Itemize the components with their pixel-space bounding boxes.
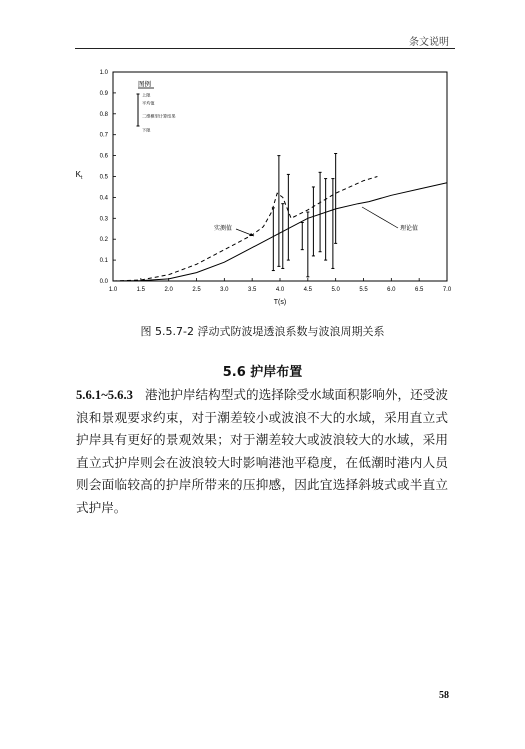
running-header: 条文说明 [409,37,449,48]
annotation-theoretical-leader [362,207,398,228]
legend-entry: 二维模型计算结果 [142,113,176,119]
y-axis-label-subscript: t [80,175,83,181]
transmission-chart [0,60,525,310]
x-tick-label: 3.5 [247,287,257,293]
clause-number: 5.6.1~5.6.3 [76,388,133,402]
y-tick-label: 0.2 [99,237,108,244]
y-tick-label: 0.0 [99,279,108,285]
y-tick-label: 0.3 [99,216,108,223]
x-tick-label: 7.0 [442,287,452,293]
measured-series-line [113,177,377,282]
clause-text: 港池护岸结构型式的选择除受水域面积影响外，还受波浪和景观要求约束，对于潮差较小或波浪不大的水域，采用直立式护岸具有更好的景观效果；对于潮差较大或波浪较大的水域，采用直立式护岸则会在波浪较大时影响港池平稳度，在低潮时港内人员则会面临较高的护岸所带来的压抑感，因此宜选择斜坡式或半直立式护岸。 [76,387,448,515]
y-tick-label: 0.1 [99,258,108,265]
plot-frame [113,72,447,281]
annotation-measured: 实测值 [214,226,233,232]
y-tick-label: 0.6 [99,153,108,160]
y-tick-label: 0.7 [99,132,108,139]
section-heading: 5.6 护岸布置 [222,365,303,380]
y-tick-label: 0.9 [99,90,108,97]
x-tick-label: 5.5 [359,287,368,293]
y-tick-label: 0.4 [99,195,108,202]
y-tick-label: 1.0 [99,70,108,76]
x-tick-label: 3.0 [220,287,229,293]
legend-entry: 下限 [142,127,151,133]
figure-caption: 图 5.5.7-2 浮动式防波堤透浪系数与波浪周期关系 [140,325,385,338]
y-tick-label: 0.8 [99,111,108,118]
x-tick-label: 6.0 [387,287,396,293]
x-axis-label: T(s) [273,299,287,306]
x-tick-label: 4.0 [275,287,285,293]
page-number: 58 [439,690,449,701]
x-tick-label: 4.5 [303,287,313,293]
y-axis-label: $K_t$ [75,170,83,181]
legend-entry: 平均值 [142,100,155,106]
header-rule [75,48,455,49]
y-tick-label: 0.5 [99,174,108,181]
annotation-theoretical: 理论值 [400,226,419,232]
x-tick-label: 1.5 [136,287,146,293]
x-tick-label: 6.5 [414,287,424,293]
legend-title: 图例 [138,81,151,88]
x-tick-label: 1.0 [108,287,118,293]
section-paragraph [76,384,448,520]
x-tick-label: 2.0 [164,287,173,293]
legend-entry: 上限 [142,92,151,98]
x-tick-label: 5.0 [331,287,340,293]
x-tick-label: 2.5 [192,287,201,293]
